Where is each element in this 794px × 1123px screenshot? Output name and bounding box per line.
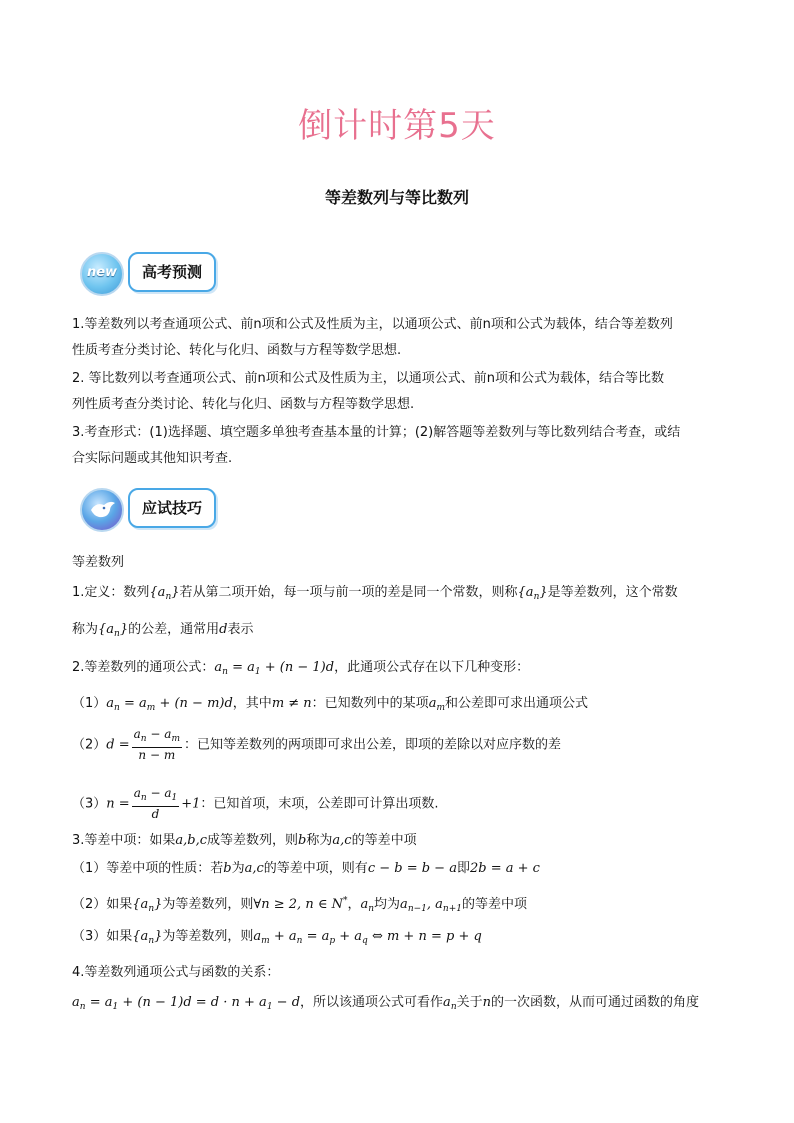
- forecast-line-4: 列性质考查分类讨论、转化与化归、函数与方程等数学思想.: [72, 397, 415, 412]
- definition-line-1: 1.定义：数列$\{a_n\}$若从第二项开始，每一项与前一项的差是同一个常数，则称$\{a_n\}$是等差数列，这个常数: [72, 585, 678, 602]
- section-label-box: [128, 488, 216, 528]
- forecast-line-3: 2. 等比数列以考查通项公式、前n项和公式及性质为主，以通项公式、前n项和公式为载体，结合等比数: [72, 371, 665, 386]
- bird-icon: [82, 490, 122, 530]
- page-subtitle: 等差数列与等比数列: [324, 188, 469, 207]
- variant-1-line: $(1)a_n = a_m + (n - m)d$，其中m ≠ n：已知数列中的某项$a_m$和公差即可求出通项公式: [72, 696, 589, 713]
- variant-2-line: （2）d = $\frac{a_n - a_m}{n - m}$ ：已知等差数列的两项即可求出公差，即项的差除以对应序数的差: [72, 727, 561, 762]
- badge-text: new: [86, 265, 118, 280]
- bird-badge-icon: [80, 488, 124, 532]
- mean-property-2-line: （2）如果$\{a_n\}$为等差数列，则∀n ≥ 2, n ∈ N*，$a_n$均为$a_{n-1}$, $a_{n+1}$的等差中项: [72, 896, 527, 914]
- forecast-line-2: 性质考查分类讨论、转化与化归、函数与方程等数学思想.: [72, 343, 402, 358]
- page-title: 倒计时第5天: [298, 106, 496, 146]
- section-label: 高考预测: [142, 263, 203, 281]
- tips-heading: 等差数列: [72, 555, 125, 570]
- general-formula-line: 2.等差数列的通项公式：$a_n = a_1 + (n - 1)d$，此通项公式存在以下几种变形：: [72, 660, 530, 677]
- definition-line-2: 称为$\{a_n\}$的公差，通常用d表示: [72, 622, 254, 639]
- section-label: 应试技巧: [142, 499, 203, 517]
- forecast-line-5: 3.考查形式：(1)选择题、填空题多单独考查基本量的计算；(2)解答题等差数列与等比数列结合考查，或结: [72, 425, 681, 440]
- function-relation-line: $a_n = a_1 + (n - 1)d = d \cdot n + a_1 - d$，所以该通项公式可看作$a_n$关于n的一次函数，从而可通过函数的角度: [72, 995, 700, 1012]
- forecast-line-1: 1.等差数列以考查通项公式、前n项和公式及性质为主，以通项公式、前n项和公式为载体，结合等差数列: [72, 317, 673, 332]
- function-heading: 4.等差数列通项公式与函数的关系：: [72, 965, 280, 980]
- forecast-line-6: 合实际问题或其他知识考查.: [72, 451, 233, 466]
- mean-definition-line: 3.等差中项：如果a,b,c成等差数列，则b称为a,c的等差中项: [72, 833, 417, 848]
- mean-property-3-line: （3）如果$\{a_n\}$为等差数列，则$a_m + a_n = a_p + a_q$ ⇔ m + n = p + q: [72, 929, 482, 946]
- variant-3-line: （3）n = $\frac{a_n - a_1}{d}$ +1：已知首项，末项，公差即可计算出项数.: [72, 786, 439, 821]
- section-label-box: [128, 252, 216, 292]
- mean-property-1-line: （1）等差中项的性质：若b为a,c的等差中项，则有c − b = b − a即2b = a + c: [72, 861, 540, 876]
- new-badge-icon: [80, 252, 124, 296]
